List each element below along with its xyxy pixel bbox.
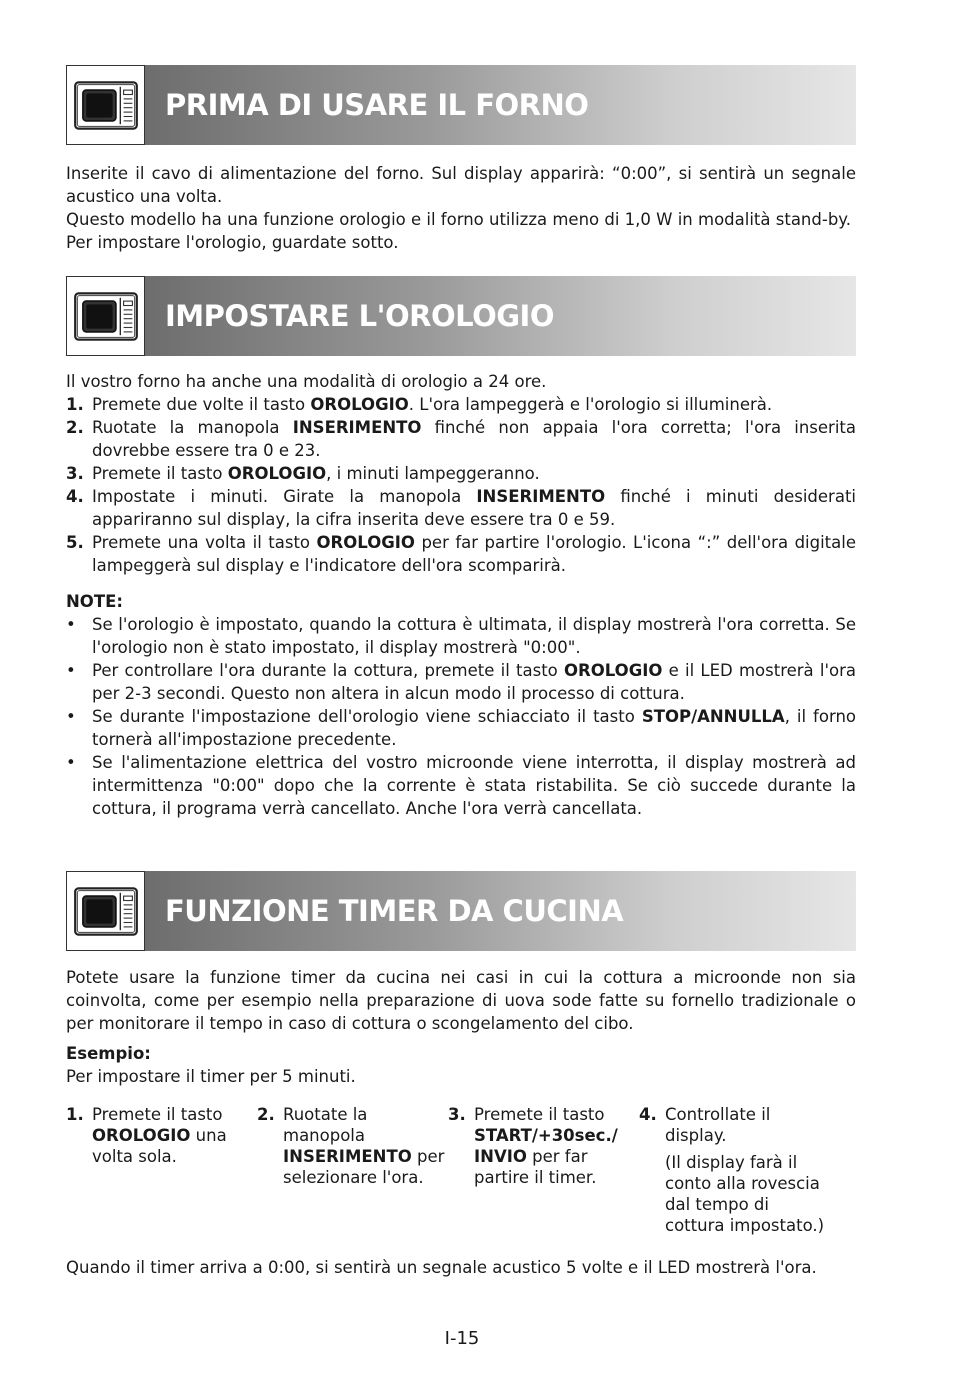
prima-text bbox=[66, 162, 856, 254]
list-item: • Per controllare l'ora durante la cottura, premete il tasto OROLOGIO e il LED mostrerà l'ora per 2-3 secondi. Questo non altera in alcun modo il processo di cottura. bbox=[66, 661, 856, 703]
note-label: NOTE: bbox=[66, 592, 123, 611]
timer-end bbox=[66, 1256, 856, 1279]
page-number: I-15 bbox=[444, 1328, 480, 1349]
section-header-timer bbox=[66, 871, 856, 951]
paragraph: Inserite il cavo di alimentazione del forno. Sul display apparirà: “0:00”, si sentirà un segnale acustico una volta. bbox=[66, 164, 856, 206]
microwave-icon bbox=[66, 65, 145, 145]
list-item: • Se durante l'impostazione dell'orologio viene schiacciato il tasto STOP/ANNULLA, il forno tornerà all'impostazione precedente. bbox=[66, 707, 856, 749]
section-title: IMPOSTARE L'OROLOGIO bbox=[165, 299, 554, 333]
paragraph: Per impostare il timer per 5 minuti. bbox=[66, 1067, 356, 1086]
timer-steps bbox=[66, 1104, 856, 1236]
list-item: 3. Premete il tasto OROLOGIO, i minuti lampeggeranno. bbox=[66, 464, 540, 483]
timer-text bbox=[66, 966, 856, 1088]
paragraph: Il vostro forno ha anche una modalità di orologio a 24 ore. bbox=[66, 372, 547, 391]
section-title: FUNZIONE TIMER DA CUCINA bbox=[165, 894, 624, 928]
timer-step: 4. Controllate il display. (Il display farà il conto alla rovescia dal tempo di cottura impostato.) bbox=[639, 1105, 825, 1235]
paragraph: Questo modello ha una funzione orologio e il forno utilizza meno di 1,0 W in modalità stand-by. bbox=[66, 210, 851, 229]
paragraph: Per impostare l'orologio, guardate sotto. bbox=[66, 233, 399, 252]
section-header-orologio bbox=[66, 276, 856, 356]
paragraph: Quando il timer arriva a 0:00, si sentirà un segnale acustico 5 volte e il LED mostrerà l'ora. bbox=[66, 1258, 817, 1277]
microwave-icon bbox=[66, 871, 145, 951]
notes-list bbox=[66, 613, 856, 820]
list-item: 2. Ruotate la manopola INSERIMENTO finché non appaia l'ora corretta; l'ora inserita dovrebbe essere tra 0 e 23. bbox=[66, 418, 856, 460]
list-item: • Se l'orologio è impostato, quando la cottura è ultimata, il display mostrerà l'ora corretta. Se l'orologio non è stato impostato, il display mostrerà "0:00". bbox=[66, 615, 856, 657]
timer-step: 3. Premete il tasto START/+30sec./ INVIO per far partire il timer. bbox=[448, 1105, 618, 1187]
microwave-icon bbox=[66, 276, 145, 356]
list-item: 1. Premete due volte il tasto OROLOGIO. L'ora lampeggerà e l'orologio si illuminerà. bbox=[66, 395, 773, 414]
orologio-text bbox=[66, 370, 856, 820]
clock-steps bbox=[66, 393, 856, 577]
section-header-prima bbox=[66, 65, 856, 145]
paragraph: Potete usare la funzione timer da cucina nei casi in cui la cottura a microonde non sia coinvolta, come per esempio nella preparazione di uova sode fatte su fornello tradizionale o per monitorare il tempo in caso di cottura o scongelamento del cibo. bbox=[66, 968, 856, 1033]
list-item: 5. Premete una volta il tasto OROLOGIO per far partire l'orologio. L'icona “:” dell'ora digitale lampeggerà sul display e l'indicatore dell'ora scomparirà. bbox=[66, 533, 857, 575]
timer-step: 1. Premete il tasto OROLOGIO una volta sola. bbox=[66, 1105, 227, 1166]
timer-step: 2. Ruotate la manopola INSERIMENTO per selezionare l'ora. bbox=[257, 1105, 445, 1187]
example-label: Esempio: bbox=[66, 1044, 151, 1063]
section-title: PRIMA DI USARE IL FORNO bbox=[165, 88, 589, 122]
list-item: • Se l'alimentazione elettrica del vostro microonde viene interrotta, il display mostrerà ad intermittenza "0:00" dopo che la corrente è stata ristabilita. Se ciò succede durante la cottura, il programa verrà cancellato. Anche l'ora verrà cancellata. bbox=[66, 753, 856, 818]
list-item: 4. Impostate i minuti. Girate la manopola INSERIMENTO finché i minuti desiderati appariranno sul display, la cifra inserita deve essere tra 0 e 59. bbox=[66, 487, 856, 529]
